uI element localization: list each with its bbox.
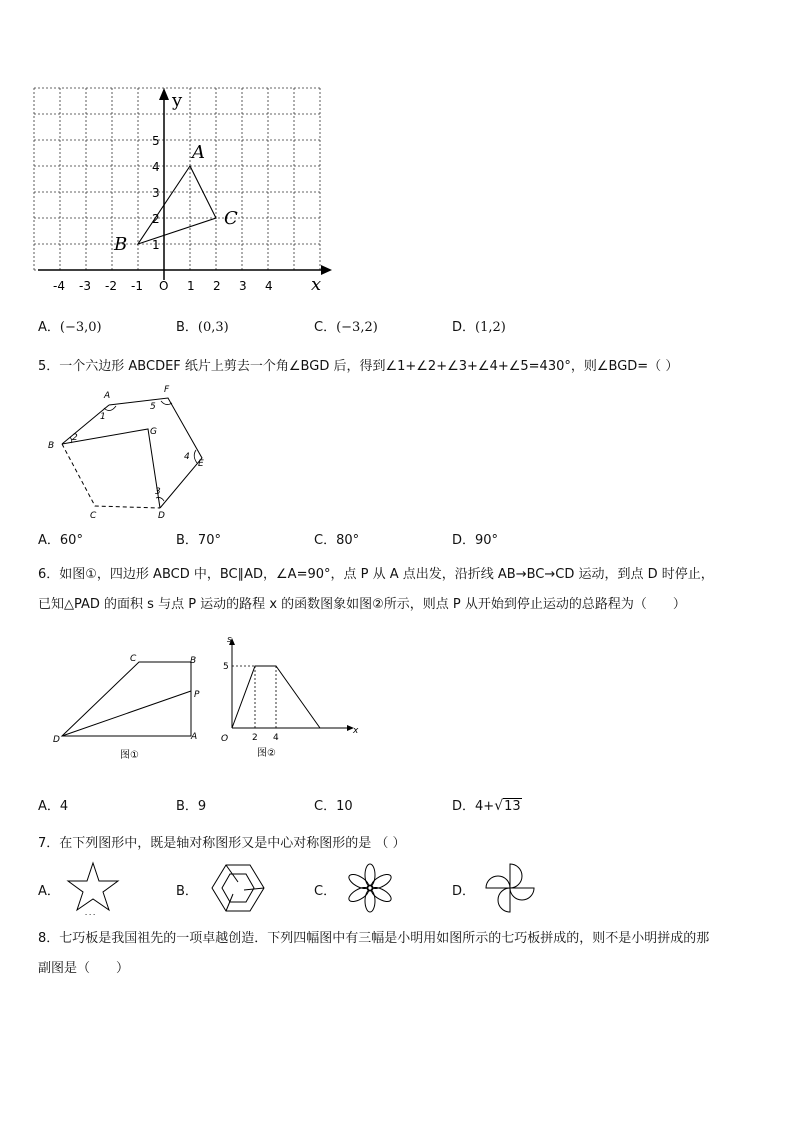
fig2-axis-s: s xyxy=(227,635,232,645)
fig2-tick-2: 2 xyxy=(252,733,258,743)
vertex-b-label: B xyxy=(48,441,55,451)
fig1-label-b: B xyxy=(190,656,197,666)
q7-option-d[interactable]: D． xyxy=(452,884,476,899)
radicand: 13 xyxy=(504,799,521,814)
y-axis-arrow xyxy=(159,88,169,100)
vertex-a-label: A xyxy=(104,391,111,401)
fig2-caption: 图② xyxy=(257,748,276,759)
q4-option-d[interactable]: D．(1,2) xyxy=(452,320,506,335)
x-axis-arrow xyxy=(321,265,332,275)
q6-option-c[interactable]: C．10 xyxy=(314,799,353,814)
fig1-label-a: A xyxy=(191,732,198,742)
y-tick-label: 3 xyxy=(152,186,160,200)
recycle-icon xyxy=(208,862,268,914)
x-tick-label: 4 xyxy=(265,279,273,293)
q5-option-d[interactable]: D．90° xyxy=(452,533,499,548)
x-axis-label: x xyxy=(311,274,322,295)
y-axis-label: y xyxy=(172,90,183,111)
angle-1-label: 1 xyxy=(100,412,106,422)
fig1-caption: 图① xyxy=(120,750,139,761)
q7-option-c[interactable]: C． xyxy=(314,884,337,899)
q7-text: 7．在下列图形中，既是轴对称图形又是中心对称图形的是 （ ） xyxy=(38,836,406,851)
q6-option-d[interactable]: D．4+√13 xyxy=(452,798,521,814)
area-function-graph xyxy=(212,632,362,764)
q4-option-b[interactable]: B．(0,3) xyxy=(176,320,229,335)
y-tick-label: 1 xyxy=(152,238,160,252)
x-tick-label: -4 xyxy=(53,279,65,293)
point-b-label: B xyxy=(114,234,128,255)
fig2-tick-5: 5 xyxy=(223,662,229,672)
q5-option-b[interactable]: B．70° xyxy=(176,533,221,548)
q5-option-c[interactable]: C．80° xyxy=(314,533,360,548)
fig2-origin: O xyxy=(221,734,229,744)
fig1-label-p: P xyxy=(194,690,200,700)
x-tick-label: -3 xyxy=(79,279,91,293)
angle-2-label: 2 xyxy=(72,433,78,443)
x-tick-label: 3 xyxy=(239,279,247,293)
q4-option-c[interactable]: C．(−3,2) xyxy=(314,320,378,335)
q7-option-a[interactable]: A． xyxy=(38,884,60,899)
x-tick-label: -2 xyxy=(105,279,117,293)
x-tick-label: 1 xyxy=(187,279,195,293)
q5-text: 5．一个六边形 ABCDEF 纸片上剪去一个角∠BGD 后，得到∠1+∠2+∠3+∠4+∠5=430°，则∠BGD=（ ） xyxy=(38,359,679,374)
q4-option-a[interactable]: A．(−3,0) xyxy=(38,320,102,335)
q5-option-a[interactable]: A．60° xyxy=(38,533,83,548)
x-tick-label: 2 xyxy=(213,279,221,293)
q6-option-a[interactable]: A．4 xyxy=(38,799,69,814)
angle-5-label: 5 xyxy=(150,402,156,412)
vertex-e-label: E xyxy=(198,459,204,469)
hexagon-figure xyxy=(40,378,220,520)
svg-text:- - -: - - - xyxy=(85,911,96,916)
q6-text-line1: 6．如图①，四边形 ABCD 中，BC∥AD，∠A=90°，点 P 从 A 点出发，沿折线 AB→BC→CD 运动，到点 D 时停止， xyxy=(38,567,714,582)
vertex-d-label: D xyxy=(158,511,165,520)
fig1-label-c: C xyxy=(130,654,137,664)
pinwheel-icon xyxy=(482,860,538,916)
fig1-label-d: D xyxy=(53,735,60,745)
y-tick-label: 2 xyxy=(152,212,160,226)
q6-text-line2: 已知△PAD 的面积 s 与点 P 运动的路程 x 的函数图象如图②所示，则点 P 从开始到停止运动的总路程为（ ） xyxy=(38,597,686,612)
vertex-g-label: G xyxy=(150,427,157,437)
flower-icon xyxy=(342,860,398,916)
point-c-label: C xyxy=(224,208,238,229)
x-tick-label: -1 xyxy=(131,279,143,293)
vertex-c-label: C xyxy=(90,511,97,520)
sqrt-icon: √ xyxy=(494,798,504,814)
angle-4-label: 4 xyxy=(184,452,190,462)
fig2-axis-x: x xyxy=(353,726,359,736)
vertex-f-label: F xyxy=(164,385,170,395)
x-tick-label: O xyxy=(159,279,169,293)
triangle-abc xyxy=(138,166,216,244)
angle-3-label: 3 xyxy=(155,487,161,497)
coordinate-grid-figure xyxy=(30,80,340,295)
q7-option-b[interactable]: B． xyxy=(176,884,198,899)
point-a-label: A xyxy=(192,142,205,163)
q8-text-line2: 副图是（ ） xyxy=(38,961,130,976)
fig2-tick-4: 4 xyxy=(273,733,279,743)
trapezoid-figure xyxy=(50,650,210,765)
y-tick-label: 5 xyxy=(152,134,160,148)
y-tick-label: 4 xyxy=(152,160,160,174)
star-icon xyxy=(64,860,122,916)
q6-option-b[interactable]: B．9 xyxy=(176,799,207,814)
q8-text-line1: 8．七巧板是我国祖先的一项卓越创造．下列四幅图中有三幅是小明用如图所示的七巧板拼成的，则不是小明拼成的那 xyxy=(38,931,710,946)
